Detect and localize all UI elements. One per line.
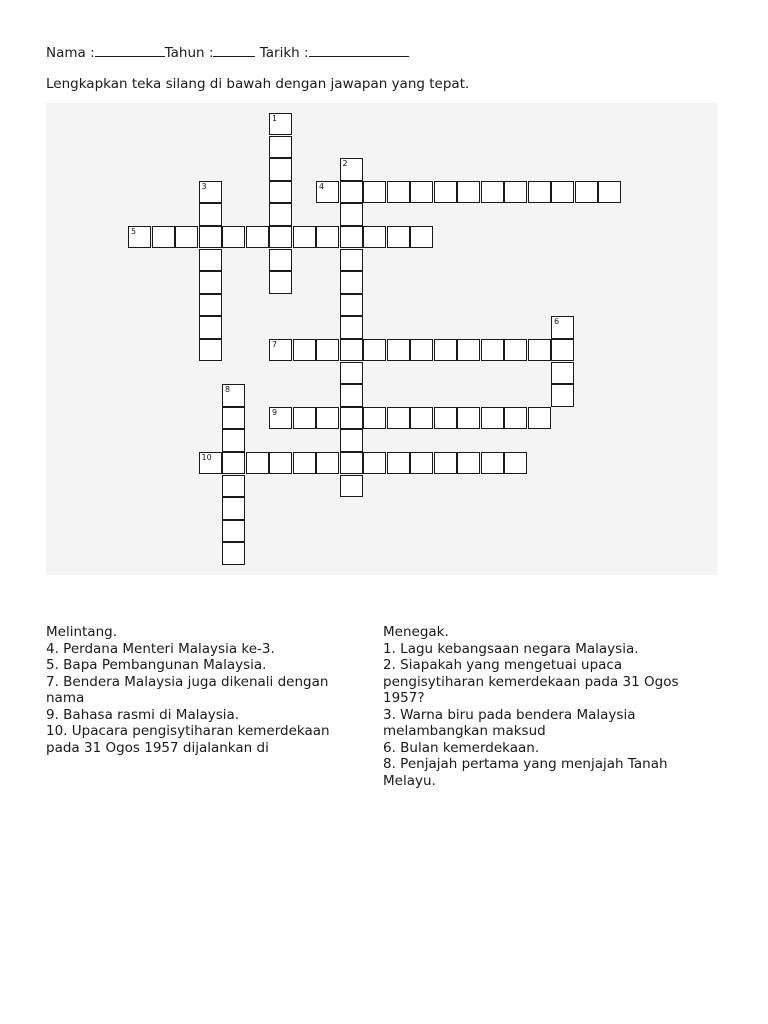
crossword-cell[interactable]	[387, 226, 410, 248]
crossword-cell[interactable]	[457, 407, 480, 429]
crossword-cell[interactable]	[222, 542, 245, 564]
across-clue: 7. Bendera Malaysia juga dikenali dengan nama	[46, 673, 329, 706]
crossword-cell[interactable]	[269, 249, 292, 271]
crossword-cell[interactable]	[504, 452, 527, 474]
crossword-cell[interactable]	[199, 271, 222, 293]
crossword-cell[interactable]	[199, 203, 222, 225]
crossword-cell[interactable]	[222, 226, 245, 248]
crossword-cell[interactable]	[340, 452, 363, 474]
crossword-cell[interactable]	[316, 452, 339, 474]
clue-number: 1	[272, 114, 278, 123]
crossword-cell[interactable]	[269, 158, 292, 180]
crossword-cell[interactable]	[222, 384, 245, 406]
crossword-cell[interactable]	[340, 203, 363, 225]
across-clue: 10. Upacara pengisytiharan kemerdekaan pada 31 Ogos 1957 dijalankan di	[46, 723, 330, 756]
crossword-cell[interactable]	[222, 429, 245, 451]
crossword-cell[interactable]	[199, 316, 222, 338]
clue-number: 8	[225, 385, 231, 395]
crossword-cell[interactable]	[481, 407, 504, 429]
crossword-cell[interactable]	[363, 181, 386, 203]
crossword-cell[interactable]	[340, 316, 363, 338]
crossword-cell[interactable]	[551, 181, 574, 203]
clue-number: 6	[554, 317, 560, 327]
clue-number: 3	[201, 181, 207, 191]
crossword-cell[interactable]	[340, 226, 363, 248]
crossword-cell[interactable]	[528, 339, 551, 361]
crossword-cell[interactable]	[387, 339, 410, 361]
down-clue: 2. Siapakah yang mengetuai upaca pengisytiharan kemerdekaan pada 31 Ogos 1957?	[383, 657, 679, 706]
crossword-cell[interactable]	[293, 452, 316, 474]
crossword-cell[interactable]	[410, 226, 433, 248]
crossword-cell[interactable]	[222, 475, 245, 497]
crossword-cell[interactable]	[316, 181, 339, 203]
crossword-cell[interactable]	[340, 271, 363, 293]
clue-number: 4	[319, 181, 325, 191]
crossword-cell[interactable]	[340, 475, 363, 497]
crossword-cell[interactable]	[269, 113, 292, 135]
crossword-cell[interactable]	[363, 226, 386, 248]
crossword-cell[interactable]	[504, 339, 527, 361]
crossword-cell[interactable]	[269, 203, 292, 225]
crossword-cell[interactable]	[316, 407, 339, 429]
crossword-cell[interactable]	[175, 226, 198, 248]
crossword-cell[interactable]	[504, 181, 527, 203]
crossword-cell[interactable]	[481, 452, 504, 474]
crossword-cell[interactable]	[457, 339, 480, 361]
crossword-cell[interactable]	[128, 226, 151, 248]
down-clue: 3. Warna biru pada bendera Malaysia melambangkan maksud	[383, 706, 636, 739]
name-label: Nama :	[46, 45, 95, 61]
crossword-cell[interactable]	[481, 181, 504, 203]
crossword-cell[interactable]	[340, 339, 363, 361]
crossword-cell[interactable]	[269, 271, 292, 293]
crossword-cell[interactable]	[269, 407, 292, 429]
crossword-cell[interactable]	[528, 407, 551, 429]
crossword-cell[interactable]	[222, 407, 245, 429]
crossword-cell[interactable]	[199, 249, 222, 271]
crossword-puzzle	[46, 103, 718, 575]
across-clue: 5. Bapa Pembangunan Malaysia.	[46, 657, 267, 673]
crossword-cell[interactable]	[551, 362, 574, 384]
crossword-cell[interactable]	[222, 497, 245, 519]
crossword-cell[interactable]	[199, 339, 222, 361]
date-blank[interactable]	[309, 44, 409, 57]
crossword-cell[interactable]	[316, 226, 339, 248]
crossword-cell[interactable]	[387, 452, 410, 474]
crossword-cell[interactable]	[410, 181, 433, 203]
crossword-cell[interactable]	[363, 452, 386, 474]
crossword-cell[interactable]	[551, 339, 574, 361]
crossword-cell[interactable]	[434, 339, 457, 361]
down-clue: 1. Lagu kebangsaan negara Malaysia.	[383, 640, 639, 657]
year-label: Tahun :	[164, 45, 214, 61]
crossword-cell[interactable]	[504, 407, 527, 429]
crossword-cell[interactable]	[363, 407, 386, 429]
down-clue: 6. Bulan kemerdekaan.	[383, 739, 540, 756]
crossword-cell[interactable]	[269, 452, 292, 474]
crossword-cell[interactable]	[293, 226, 316, 248]
crossword-cell[interactable]	[434, 407, 457, 429]
crossword-cell[interactable]	[340, 249, 363, 271]
crossword-cell[interactable]	[340, 181, 363, 203]
student-info-line	[46, 44, 409, 61]
across-clue: 4. Perdana Menteri Malaysia ke-3.	[46, 640, 275, 657]
date-label: Tarikh :	[259, 45, 309, 61]
crossword-cell[interactable]	[575, 181, 598, 203]
instruction-text: Lengkapkan teka silang di bawah dengan jawapan yang tepat.	[46, 76, 470, 92]
crossword-cell[interactable]	[551, 384, 574, 406]
crossword-cell[interactable]	[410, 339, 433, 361]
crossword-cell[interactable]	[551, 316, 574, 338]
crossword-cell[interactable]	[528, 181, 551, 203]
crossword-cell[interactable]	[199, 294, 222, 316]
crossword-cell[interactable]	[199, 452, 222, 474]
crossword-cell[interactable]	[269, 226, 292, 248]
down-clues	[383, 624, 723, 789]
across-clues	[46, 624, 346, 756]
clue-number: 7	[272, 340, 278, 349]
name-blank[interactable]	[95, 44, 165, 57]
crossword-cell[interactable]	[481, 339, 504, 361]
crossword-cell[interactable]	[434, 452, 457, 474]
crossword-cell[interactable]	[410, 407, 433, 429]
down-clue: 8. Penjajah pertama yang menjajah Tanah Melayu.	[383, 756, 668, 789]
crossword-cell[interactable]	[434, 181, 457, 203]
clue-number: 2	[342, 159, 348, 169]
down-heading: Menegak.	[383, 624, 449, 640]
crossword-cell[interactable]	[363, 339, 386, 361]
crossword-cell[interactable]	[457, 452, 480, 474]
crossword-cell[interactable]	[269, 136, 292, 158]
crossword-cell[interactable]	[246, 452, 269, 474]
crossword-cell[interactable]	[199, 226, 222, 248]
crossword-cell[interactable]	[269, 339, 292, 361]
clue-number: 10	[201, 453, 212, 462]
crossword-cell[interactable]	[340, 158, 363, 180]
crossword-cell[interactable]	[387, 407, 410, 429]
crossword-cell[interactable]	[387, 181, 410, 203]
crossword-cell[interactable]	[340, 429, 363, 451]
crossword-cell[interactable]	[269, 181, 292, 203]
crossword-cell[interactable]	[340, 384, 363, 406]
crossword-cell[interactable]	[316, 339, 339, 361]
crossword-cell[interactable]	[340, 294, 363, 316]
crossword-cell[interactable]	[598, 181, 621, 203]
across-clue: 9. Bahasa rasmi di Malaysia.	[46, 706, 240, 723]
crossword-cell[interactable]	[199, 181, 222, 203]
crossword-cell[interactable]	[293, 407, 316, 429]
crossword-cell[interactable]	[340, 407, 363, 429]
crossword-cell[interactable]	[293, 339, 316, 361]
clue-number: 5	[131, 227, 137, 236]
clue-number: 9	[272, 407, 278, 417]
across-heading: Melintang.	[46, 624, 117, 640]
crossword-cell[interactable]	[340, 362, 363, 384]
crossword-cell[interactable]	[152, 226, 175, 248]
year-blank[interactable]	[213, 44, 255, 57]
crossword-cell[interactable]	[222, 452, 245, 474]
crossword-cell[interactable]	[246, 226, 269, 248]
crossword-cell[interactable]	[222, 520, 245, 542]
crossword-cell[interactable]	[457, 181, 480, 203]
crossword-cell[interactable]	[410, 452, 433, 474]
